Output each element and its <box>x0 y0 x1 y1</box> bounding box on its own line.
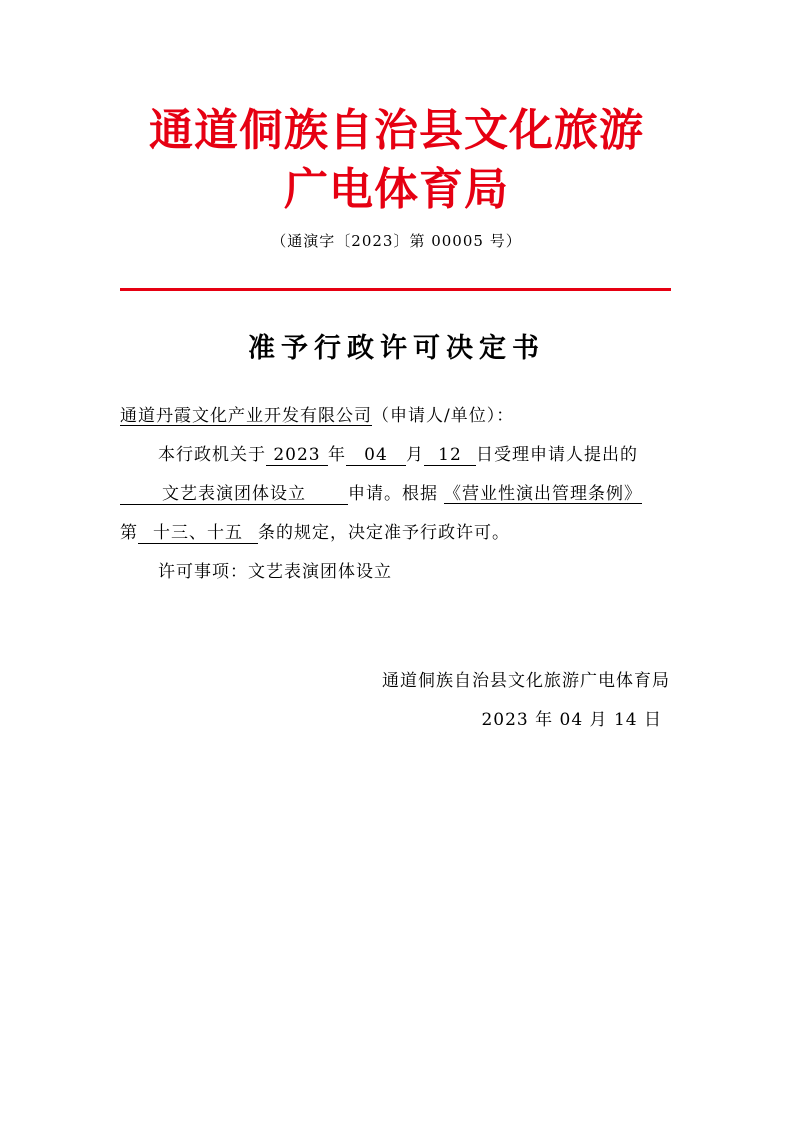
accept-year: 2023 <box>266 445 328 466</box>
accept-month: 04 <box>346 445 406 466</box>
acceptance-prefix: 本行政机关于 <box>158 445 266 465</box>
regulation-name: 《营业性演出管理条例》 <box>444 484 642 504</box>
articles-line <box>120 521 510 545</box>
applicant-line <box>120 404 514 428</box>
accept-day: 12 <box>424 445 476 466</box>
signature-org: 通道侗族自治县文化旅游广电体育局 <box>382 671 670 691</box>
application-mid-text: 申请。根据 <box>348 484 438 504</box>
document-number: （通演字〔2023〕第 00005 号） <box>271 232 522 250</box>
articles-suffix: 条的规定，决定准予行政许可。 <box>258 523 510 543</box>
red-divider <box>120 288 671 291</box>
document-title: 准予行政许可决定书 <box>248 333 545 364</box>
article-numbers: 十三、十五 <box>138 523 258 544</box>
application-item: 文艺表演团体设立 <box>120 484 348 505</box>
month-unit: 月 <box>406 445 424 465</box>
license-item-line: 许可事项：文艺表演团体设立 <box>158 562 392 582</box>
issuing-org-title-line2: 广电体育局 <box>284 164 509 215</box>
signature-date: 2023 年 04 月 14 日 <box>481 710 662 730</box>
issuing-org-title-line1: 通道侗族自治县文化旅游 <box>149 105 644 156</box>
articles-prefix: 第 <box>120 523 138 543</box>
year-unit: 年 <box>328 445 346 465</box>
acceptance-suffix: 日受理申请人提出的 <box>476 445 638 465</box>
applicant-name: 通道丹霞文化产业开发有限公司 <box>120 406 372 426</box>
applicant-suffix: （申请人/单位）： <box>372 406 515 426</box>
acceptance-date-line <box>158 443 638 467</box>
application-item-line <box>120 482 642 506</box>
